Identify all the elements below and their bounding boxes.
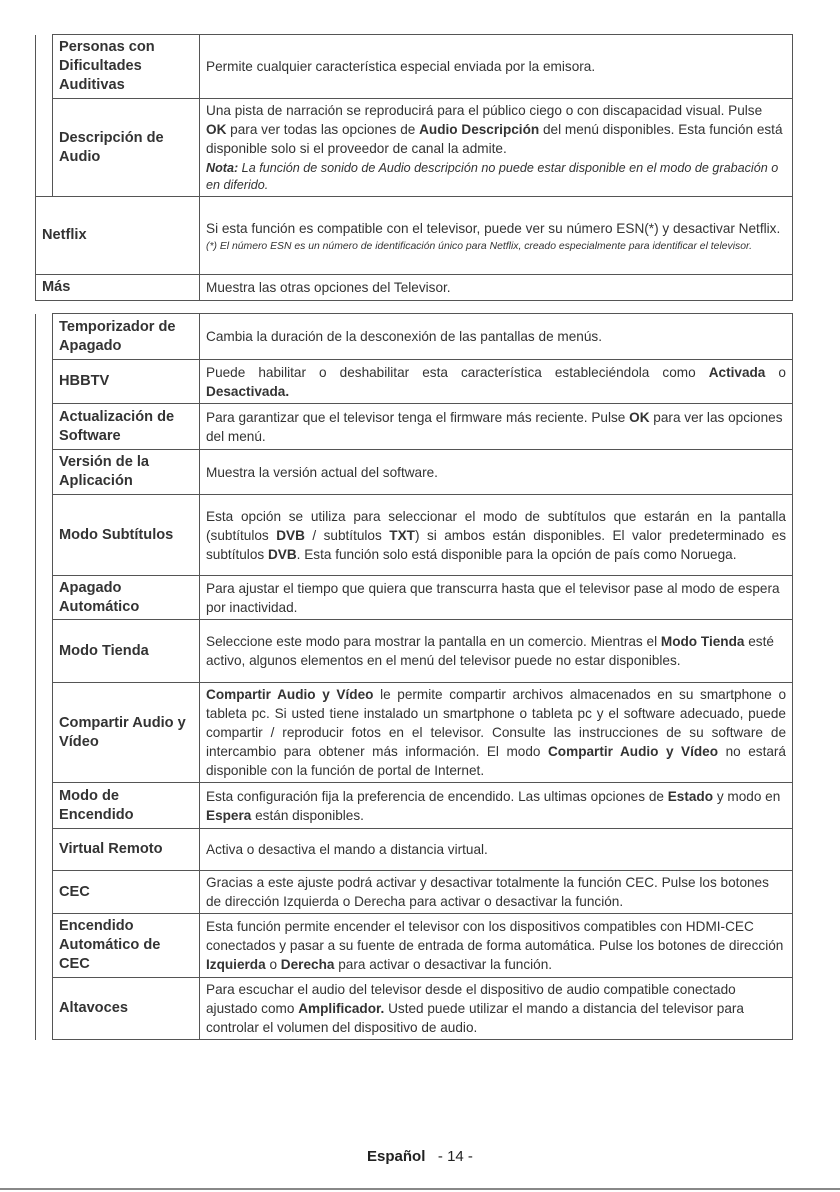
settings-table-2: [35, 313, 793, 1040]
note: Nota: La función de sonido de Audio descripción no puede estar disponible en el modo de grabación o en diferido.: [206, 161, 779, 192]
row-value: Compartir Audio y Vídeo le permite compartir archivos almacenados en su smartphone o tableta pc. Si usted tiene instalado un smartphone o tableta pc y el software adecuado, puede compartir / reproducir fotos en el televisor. Consulte las instrucciones de su software de intercambio para obtener más información. El modo Compartir Audio y Vídeo no estará disponible con la función de portal de Internet.: [200, 683, 793, 783]
table-row: [36, 683, 793, 783]
row-key: Temporizador de Apagado: [53, 314, 200, 360]
page-footer: [0, 1148, 840, 1165]
row-value: Esta opción se utiliza para seleccionar el modo de subtítulos que estarán en la pantalla (subtítulos DVB / subtítulos TXT) si ambos están disponibles. El valor predeterminado es subtítulos DVB. Esta función solo está disponible para la opción de país como Noruega.: [200, 495, 793, 576]
row-key: Descripción de Audio: [53, 99, 200, 197]
row-key: Modo Tienda: [53, 620, 200, 683]
table-row: [36, 197, 793, 275]
footer-language: Español: [367, 1148, 426, 1165]
table-row: [36, 871, 793, 914]
row-value: Gracias a este ajuste podrá activar y desactivar totalmente la función CEC. Pulse los botones de dirección Izquierda o Derecha para activar o desactivar la función.: [200, 871, 793, 914]
row-value: Muestra las otras opciones del Televisor.: [200, 275, 793, 301]
row-value: Esta configuración fija la preferencia de encendido. Las ultimas opciones de Estado y modo en Espera están disponibles.: [200, 783, 793, 829]
table-row: [36, 783, 793, 829]
row-key: Apagado Automático: [53, 576, 200, 620]
indent-gutter: [36, 314, 53, 1040]
row-key: Actualización de Software: [53, 404, 200, 450]
table-row: [36, 35, 793, 99]
table-row: [36, 275, 793, 301]
row-key: Encendido Automático de CEC: [53, 914, 200, 978]
settings-table-1: [35, 34, 793, 301]
table-row: [36, 576, 793, 620]
row-key: Virtual Remoto: [53, 829, 200, 871]
row-key: Compartir Audio y Vídeo: [53, 683, 200, 783]
row-key: Personas con Dificultades Auditivas: [53, 35, 200, 99]
table-row: [36, 914, 793, 978]
row-value: Muestra la versión actual del software.: [200, 450, 793, 495]
row-value: Seleccione este modo para mostrar la pantalla en un comercio. Mientras el Modo Tienda esté activo, algunos elementos en el menú del televisor puede no estar disponibles.: [200, 620, 793, 683]
page-number: - 14 -: [437, 1148, 473, 1165]
table-row: [36, 404, 793, 450]
row-value: Para garantizar que el televisor tenga el firmware más reciente. Pulse OK para ver las opciones del menú.: [200, 404, 793, 450]
table-row: [36, 620, 793, 683]
row-value: Activa o desactiva el mando a distancia virtual.: [200, 829, 793, 871]
row-value: Para ajustar el tiempo que quiera que transcurra hasta que el televisor pase al modo de espera por inactividad.: [200, 576, 793, 620]
table-row: [36, 314, 793, 360]
row-value: Puede habilitar o deshabilitar esta característica estableciéndola como Activada o Desactivada.: [200, 360, 793, 404]
row-value: Esta función permite encender el televisor con los dispositivos compatibles con HDMI-CEC conectados y pasar a su fuente de entrada de forma automática. Pulse los botones de dirección Izquierda o Derecha para activar o desactivar la función.: [200, 914, 793, 978]
row-key: Netflix: [36, 197, 200, 275]
table-row: [36, 495, 793, 576]
row-key: CEC: [53, 871, 200, 914]
row-value: Si esta función es compatible con el televisor, puede ver su número ESN(*) y desactivar Netflix. (*) El número ESN es un número de identificación único para Netflix, creado especialmente para identificar el televisor.: [200, 197, 793, 275]
row-key: Versión de la Aplicación: [53, 450, 200, 495]
footnote: (*) El número ESN es un número de identificación único para Netflix, creado especialmente para identificar el televisor.: [206, 240, 752, 252]
row-value: Cambia la duración de la desconexión de las pantallas de menús.: [200, 314, 793, 360]
row-key: Más: [36, 275, 200, 301]
row-value: Para escuchar el audio del televisor desde el dispositivo de audio compatible conectado ajustado como Amplificador. Usted puede utilizar el mando a distancia del televisor para controlar el volumen del dispositivo de audio.: [200, 978, 793, 1040]
table-row: [36, 450, 793, 495]
row-key: Modo Subtítulos: [53, 495, 200, 576]
table-row: [36, 99, 793, 197]
table-row: [36, 829, 793, 871]
row-key: HBBTV: [53, 360, 200, 404]
row-key: Altavoces: [53, 978, 200, 1040]
page-bottom-rule: [0, 1188, 840, 1190]
table-row: [36, 978, 793, 1040]
row-value: Una pista de narración se reproducirá para el público ciego o con discapacidad visual. Pulse OK para ver todas las opciones de Audio Descripción del menú disponibles. Esta función está disponible solo si el proveedor de canal la admite. Nota: La función de sonido de Audio descripción no puede estar disponible en el modo de grabación o en diferido.: [200, 99, 793, 197]
row-value: Permite cualquier característica especial enviada por la emisora.: [200, 35, 793, 99]
table-row: [36, 360, 793, 404]
indent-gutter: [36, 35, 53, 197]
row-key: Modo de Encendido: [53, 783, 200, 829]
